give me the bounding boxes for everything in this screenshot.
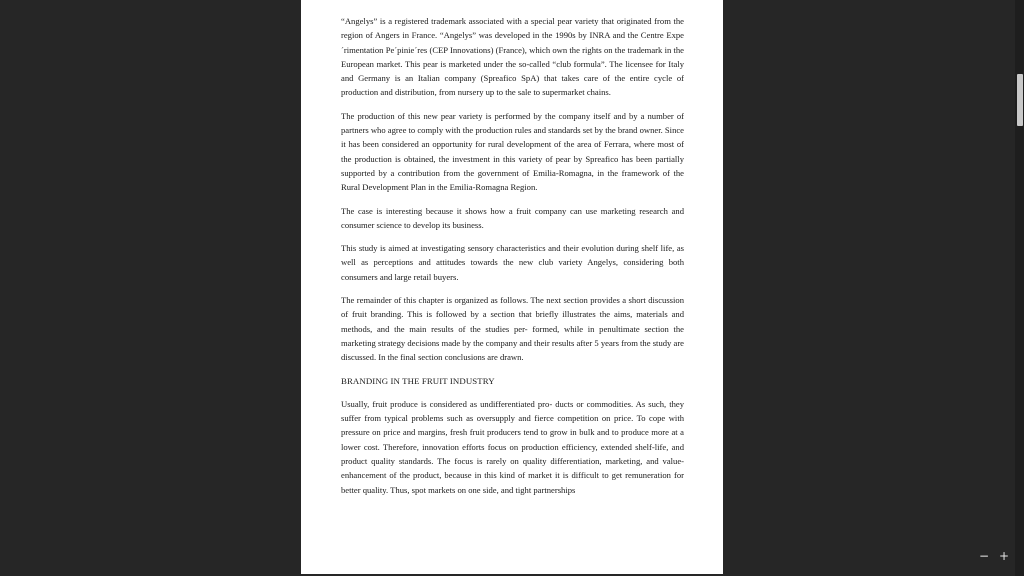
zoom-in-button[interactable]: +: [999, 549, 1010, 563]
document-page: [301, 0, 723, 574]
zoom-controls: [979, 550, 1008, 562]
paragraph: “Angelys” is a registered trademark associated with a special pear variety that originated from the region of Angers in France. “Angelys” was developed in the 1990s by INRA and the Centre Expe´rimentation Pe´pinie´res (CEP Innovations) (France), which own the rights on the trademark in the European market. This pear is marketed under the so-called “club formula”. The licensee for Italy and Germany is an Italian company (Spreafico SpA) that takes care of the entire cycle of production and distribution, from nursery up to the sale to supermarket chains.: [341, 16, 684, 98]
paragraph: The case is interesting because it shows how a fruit company can use marketing research and consumer science to develop its business.: [341, 205, 684, 230]
section-heading: BRANDING IN THE FRUIT INDUSTRY: [341, 375, 495, 386]
paragraph: The remainder of this chapter is organized as follows. The next section provides a short discussion of fruit branding. This is followed by a section that briefly illustrates the aims, materials and methods, and the main results of the studies per- formed, while in penultimate section the marketing strategy decisions made by the company and their results after 5 years from the study are discussed. In the final section conclusions are drawn.: [341, 295, 684, 363]
scrollbar-thumb[interactable]: [1017, 74, 1023, 126]
paragraph: The production of this new pear variety is performed by the company itself and by a number of partners who agree to comply with the production rules and standards set by the brand owner. Since it has been considered an opportunity for rural development of the area of Ferrara, where most of the production is obtained, the investment in this variety of pear by Spreafico has been partially supported by a contribution from the government of Emilia-Romagna, in the framework of the Rural Development Plan in the Emilia-Romagna Region.: [341, 110, 684, 193]
page-content: [341, 14, 684, 506]
zoom-out-button[interactable]: −: [979, 549, 990, 563]
paragraph: This study is aimed at investigating sensory characteristics and their evolution during shelf life, as well as perceptions and attitudes towards the new club variety Angelys, considering both consumers and large retail buyers.: [341, 243, 684, 282]
vertical-scrollbar[interactable]: [1015, 0, 1024, 576]
paragraph: Usually, fruit produce is considered as undifferentiated pro- ducts or commodities. As such, they suffer from typical problems such as oversupply and fierce competition on price. To cope with pressure on price and margins, fresh fruit producers tend to grow in bulk and to produce more at a lower cost. Therefore, innovation efforts focus on production efficiency, extended shelf-life, and product quality standards. The focus is rarely on quality differentiation, marketing, and value- enhancement of the product, because in this kind of market it is difficult to get remuneration for better quality. Thus, spot markets on one side, and tight partnerships: [341, 398, 684, 495]
